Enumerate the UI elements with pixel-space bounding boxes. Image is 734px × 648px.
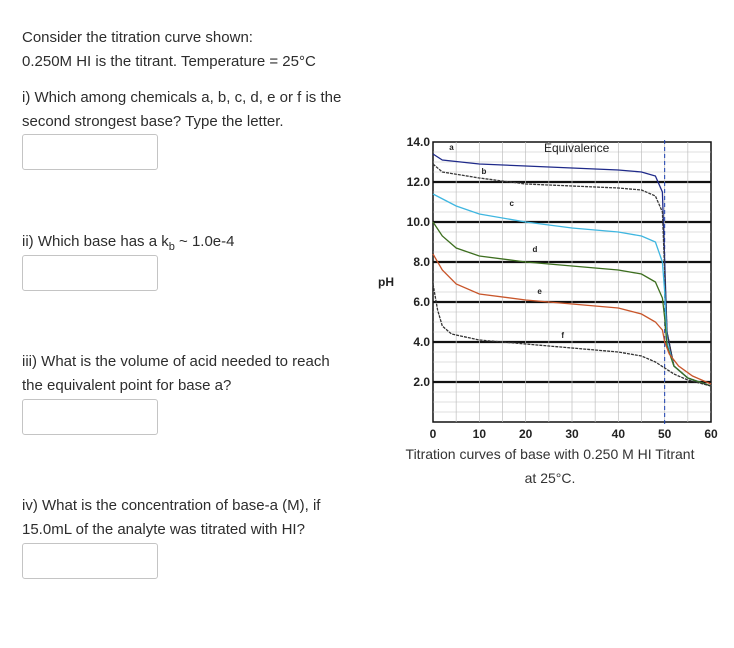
equivalence-annotation: Equivalence xyxy=(543,141,610,155)
series-label-f: f xyxy=(561,331,565,340)
x-tick-label: 10 xyxy=(472,427,487,441)
y-tick-label: 12.0 xyxy=(406,175,430,189)
x-tick-label: 0 xyxy=(429,427,437,441)
question-2-answer-input[interactable] xyxy=(22,255,158,291)
intro-line-1: Consider the titration curve shown: xyxy=(22,29,253,46)
chart-grid xyxy=(433,140,711,426)
question-3-line-2: the equivalent point for base a? xyxy=(22,377,232,394)
x-tick-label: 20 xyxy=(518,427,533,441)
x-tick-label: 50 xyxy=(657,427,672,441)
question-4-line-2: 15.0mL of the analyte was titrated with HI? xyxy=(22,521,305,538)
x-tick-label: 30 xyxy=(565,427,579,441)
y-tick-label: 10.0 xyxy=(406,215,430,229)
question-2-subscript: b xyxy=(168,241,175,253)
series-label-d: d xyxy=(532,245,538,254)
question-1-line-1: i) Which among chemicals a, b, c, d, e or f is the xyxy=(22,89,342,106)
series-label-c: c xyxy=(509,199,514,208)
question-3-answer-input[interactable] xyxy=(22,399,158,435)
intro-line-2: 0.250M HI is the titrant. Temperature = 25°C xyxy=(22,53,316,70)
x-tick-label: 40 xyxy=(611,427,626,441)
question-4-answer-input[interactable] xyxy=(22,543,158,579)
question-4-line-1: iv) What is the concentration of base-a (M), if xyxy=(22,497,321,514)
series-label-e: e xyxy=(537,287,542,296)
chart-caption-line-1: Titration curves of base with 0.250 M HI Titrant xyxy=(405,446,695,462)
question-3-line-1: iii) What is the volume of acid needed to reach xyxy=(22,353,330,370)
y-tick-label: 14.0 xyxy=(406,135,430,149)
chart-caption-line-2: at 25°C. xyxy=(524,470,576,486)
y-tick-label: 8.0 xyxy=(413,255,430,269)
series-label-b: b xyxy=(481,167,487,176)
question-1-line-2: second strongest base? Type the letter. xyxy=(22,113,284,130)
titration-chart xyxy=(370,128,720,448)
y-tick-label: 4.0 xyxy=(413,335,430,349)
question-1-answer-input[interactable] xyxy=(22,134,158,170)
y-tick-label: 2.0 xyxy=(413,375,430,389)
y-axis-label: pH xyxy=(378,275,394,289)
y-tick-label: 6.0 xyxy=(413,295,430,309)
question-2-prefix: ii) Which base has a k xyxy=(22,233,169,250)
x-tick-label: 60 xyxy=(704,427,718,441)
series-label-a: a xyxy=(449,143,454,152)
question-2-suffix: ~ 1.0e-4 xyxy=(174,233,235,250)
